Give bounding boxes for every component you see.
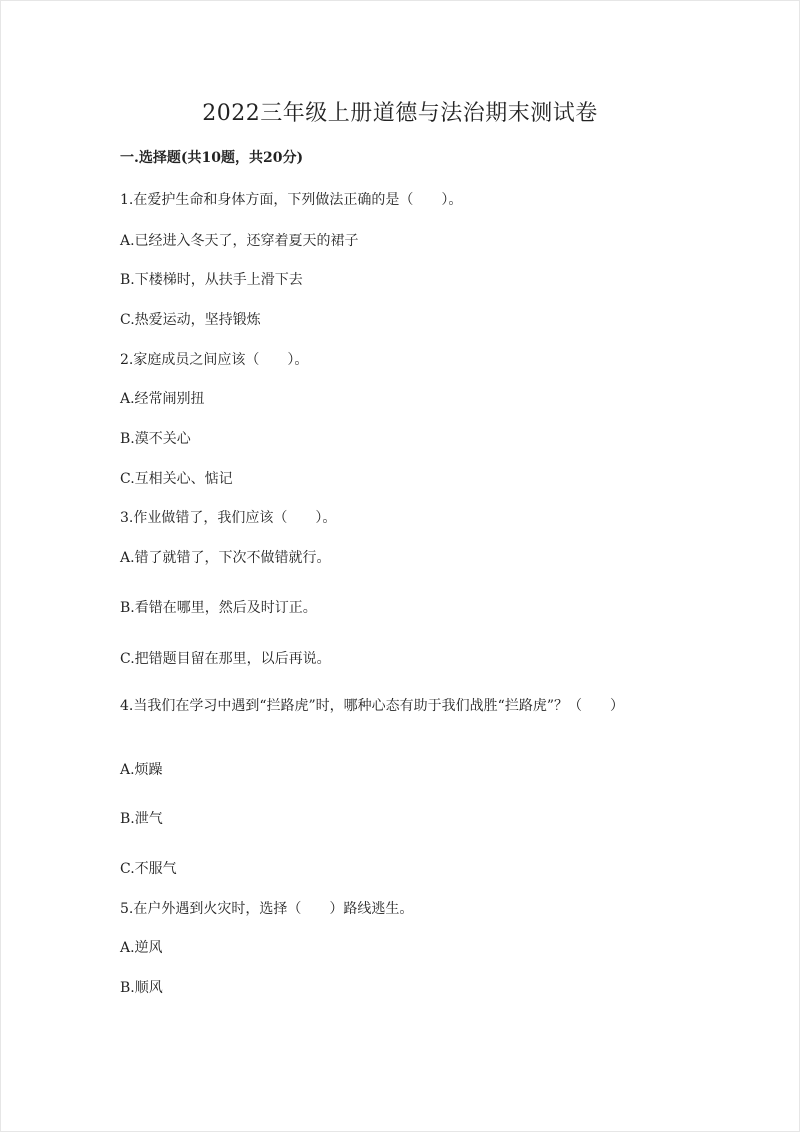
- question-1-stem: 1.在爱护生命和身体方面，下列做法正确的是（ ）。: [120, 192, 463, 208]
- question-5-option-b: B.顺风: [120, 980, 163, 996]
- question-2-option-a: A.经常闹别扭: [120, 391, 205, 407]
- question-4-option-a: A.烦躁: [120, 762, 163, 778]
- question-3-option-a: A.错了就错了，下次不做错就行。: [120, 550, 331, 566]
- question-5-stem: 5.在户外遇到火灾时，选择（ ）路线逃生。: [120, 901, 414, 917]
- page-title: 2022三年级上册道德与法治期末测试卷: [202, 101, 598, 126]
- question-4-stem: 4.当我们在学习中遇到“拦路虎”时，哪种心态有助于我们战胜“拦路虎”？（ ）: [120, 698, 624, 714]
- question-4-option-c: C.不服气: [120, 861, 177, 877]
- question-2-stem: 2.家庭成员之间应该（ ）。: [120, 352, 309, 368]
- question-3-option-b: B.看错在哪里，然后及时订正。: [120, 600, 317, 616]
- question-1-option-c: C.热爱运动，坚持锻炼: [120, 312, 261, 328]
- question-3-stem: 3.作业做错了，我们应该（ ）。: [120, 510, 337, 526]
- question-2-option-c: C.互相关心、惦记: [120, 471, 233, 487]
- question-1-option-a: A.已经进入冬天了，还穿着夏天的裙子: [120, 233, 359, 249]
- question-3-option-c: C.把错题目留在那里，以后再说。: [120, 651, 331, 667]
- question-2-option-b: B.漠不关心: [120, 431, 191, 447]
- question-1-option-b: B.下楼梯时，从扶手上滑下去: [120, 272, 303, 288]
- section-heading: 一.选择题(共10题，共20分): [120, 150, 304, 166]
- question-4-option-b: B.泄气: [120, 811, 163, 827]
- question-5-option-a: A.逆风: [120, 940, 163, 956]
